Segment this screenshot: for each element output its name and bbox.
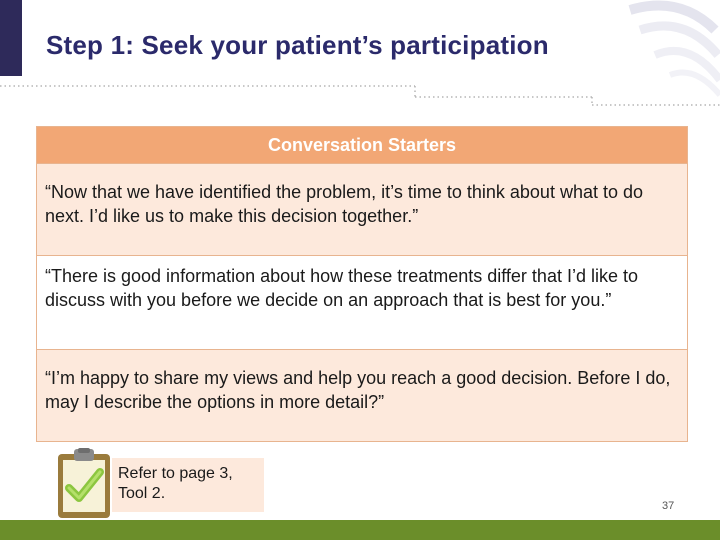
table-row: “There is good information about how these treatments differ that I’d like to discuss with you before we decide on an approach that is best for you.”	[37, 255, 687, 349]
left-accent-bar	[0, 0, 22, 76]
table-header: Conversation Starters	[37, 127, 687, 163]
reference-note: Refer to page 3, Tool 2.	[112, 458, 264, 512]
slide-title: Step 1: Seek your patient’s participation	[46, 30, 549, 60]
table-row: “Now that we have identified the problem, it’s time to think about what to do next. I’d like us to make this decision together.”	[37, 163, 687, 255]
clipboard-check-icon	[54, 448, 116, 520]
page-number: 37	[662, 500, 675, 512]
table-row: “I’m happy to share my views and help you reach a good decision. Before I do, may I describe the options in more detail?”	[37, 349, 687, 441]
conversation-starters-table	[36, 126, 688, 442]
bottom-accent-bar	[0, 520, 720, 540]
dotted-divider	[0, 78, 720, 108]
